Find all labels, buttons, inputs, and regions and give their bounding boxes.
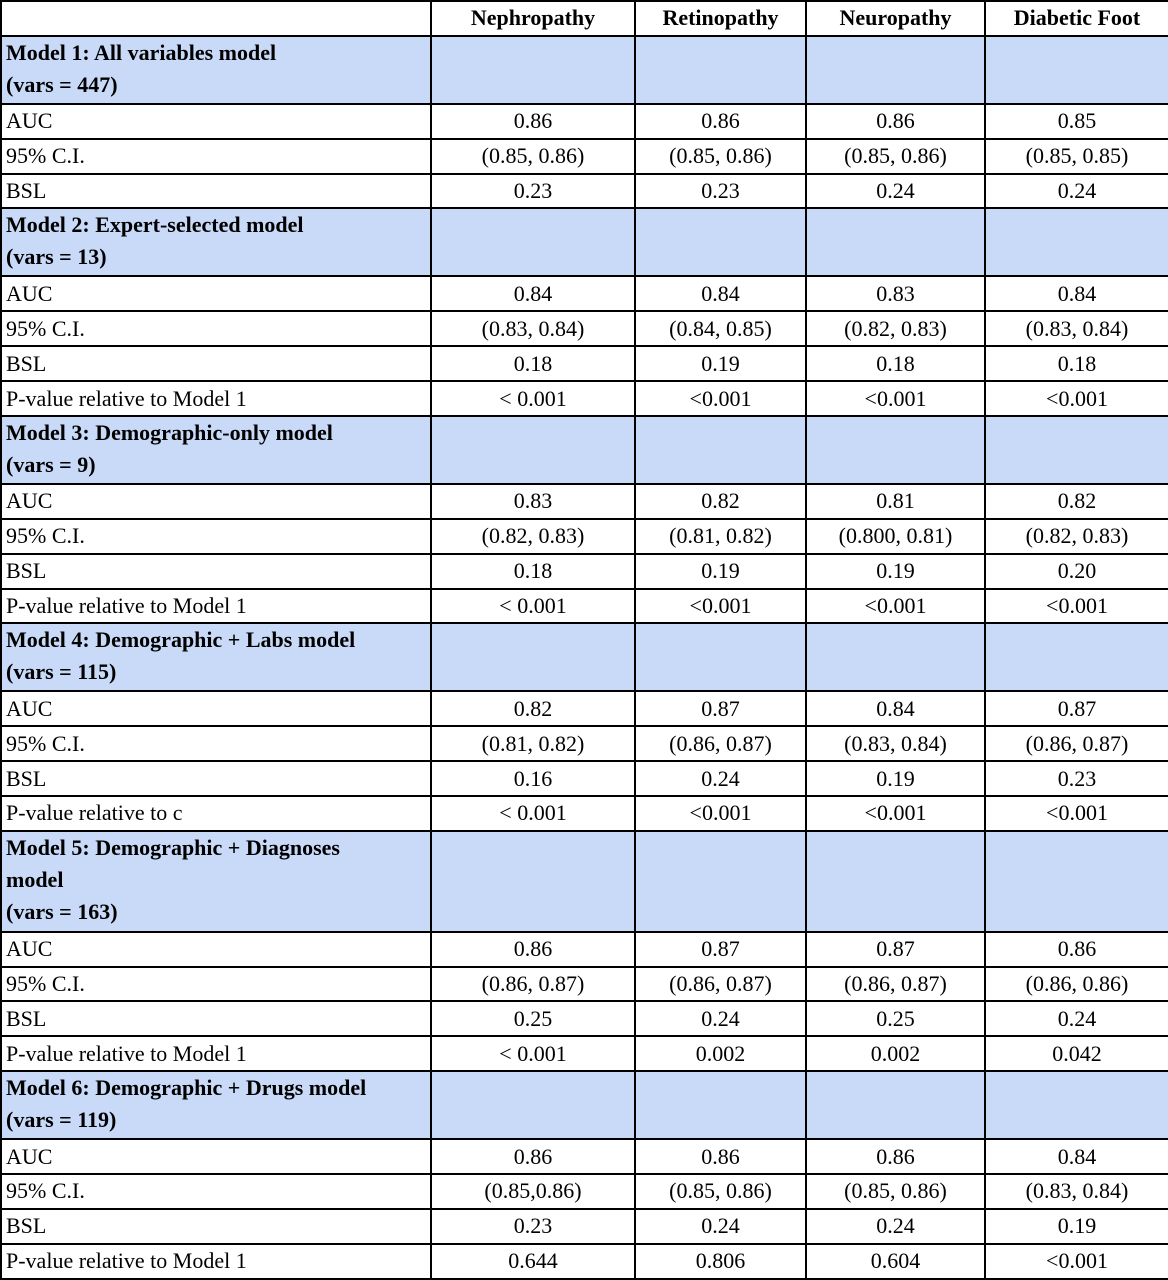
- model-title: [1, 36, 431, 104]
- metric-value: 0.23: [431, 1209, 635, 1244]
- metric-label: AUC: [1, 104, 431, 139]
- metric-value: (0.85, 0.86): [635, 1174, 806, 1209]
- model-header-empty-cell: [635, 36, 806, 104]
- metric-value: 0.20: [985, 554, 1168, 589]
- metric-value: 0.24: [985, 174, 1168, 209]
- metric-label: 95% C.I.: [1, 139, 431, 174]
- metric-value: (0.85, 0.85): [985, 139, 1168, 174]
- metric-value: 0.87: [985, 691, 1168, 726]
- model-title-line: (vars = 119): [6, 1107, 117, 1133]
- metric-value: 0.85: [985, 104, 1168, 139]
- model-header-row: [1, 1071, 1168, 1139]
- metric-label: AUC: [1, 484, 431, 519]
- metric-value: 0.83: [806, 276, 985, 311]
- model-title: [1, 831, 431, 932]
- table-row: [1, 1209, 1168, 1244]
- table-row: [1, 932, 1168, 967]
- table-row: [1, 1001, 1168, 1036]
- metric-label: BSL: [1, 1209, 431, 1244]
- column-header-neuropathy: Neuropathy: [806, 1, 985, 36]
- metric-value: < 0.001: [431, 1036, 635, 1071]
- metric-value: 0.18: [431, 346, 635, 381]
- metric-value: (0.82, 0.83): [431, 519, 635, 554]
- model-title: [1, 623, 431, 691]
- metric-value: (0.85, 0.86): [806, 1174, 985, 1209]
- table-row: [1, 796, 1168, 831]
- table-row: [1, 484, 1168, 519]
- model-header-empty-cell: [431, 416, 635, 484]
- metric-label: AUC: [1, 276, 431, 311]
- metric-value: 0.84: [806, 691, 985, 726]
- table-row: [1, 139, 1168, 174]
- metric-value: 0.25: [806, 1001, 985, 1036]
- metric-value: 0.18: [985, 346, 1168, 381]
- metric-label: BSL: [1, 346, 431, 381]
- column-header-diabetic-foot: Diabetic Foot: [985, 1, 1168, 36]
- model-header-row: [1, 623, 1168, 691]
- model-header-empty-cell: [806, 36, 985, 104]
- metric-value: 0.19: [635, 554, 806, 589]
- model-title-line: (vars = 9): [6, 451, 96, 477]
- metric-value: (0.84, 0.85): [635, 311, 806, 346]
- column-header-blank: [1, 1, 431, 36]
- model-header-row: [1, 208, 1168, 276]
- model-header-empty-cell: [806, 831, 985, 932]
- metric-value: (0.81, 0.82): [635, 519, 806, 554]
- metric-value: (0.86, 0.87): [806, 967, 985, 1002]
- metric-value: 0.84: [431, 276, 635, 311]
- metric-value: 0.84: [985, 276, 1168, 311]
- model-header-empty-cell: [431, 36, 635, 104]
- metric-label: BSL: [1, 554, 431, 589]
- metric-value: 0.86: [431, 1139, 635, 1174]
- model-title: [1, 208, 431, 276]
- metric-value: 0.23: [431, 174, 635, 209]
- metric-value: <0.001: [806, 796, 985, 831]
- metric-label: AUC: [1, 1139, 431, 1174]
- metric-value: < 0.001: [431, 589, 635, 624]
- header-row: [1, 1, 1168, 36]
- table-row: [1, 1139, 1168, 1174]
- metric-value: 0.87: [635, 691, 806, 726]
- metric-value: 0.81: [806, 484, 985, 519]
- table-body: [1, 1, 1168, 1279]
- metric-value: 0.86: [431, 104, 635, 139]
- model-header-row: [1, 416, 1168, 484]
- table-row: [1, 276, 1168, 311]
- metric-value: 0.87: [806, 932, 985, 967]
- model-title-line: Model 3: Demographic-only model: [6, 419, 333, 445]
- metric-value: (0.85,0.86): [431, 1174, 635, 1209]
- metric-label: P-value relative to c: [1, 796, 431, 831]
- metric-value: (0.86, 0.87): [635, 967, 806, 1002]
- metric-value: 0.82: [635, 484, 806, 519]
- table-row: [1, 1174, 1168, 1209]
- metric-value: (0.85, 0.86): [431, 139, 635, 174]
- metric-value: 0.19: [806, 554, 985, 589]
- metric-value: 0.24: [635, 1209, 806, 1244]
- metric-value: 0.24: [985, 1001, 1168, 1036]
- model-title: [1, 1071, 431, 1139]
- metric-value: < 0.001: [431, 381, 635, 416]
- model-header-empty-cell: [635, 416, 806, 484]
- model-title-line: (vars = 447): [6, 71, 118, 97]
- metric-label: P-value relative to Model 1: [1, 589, 431, 624]
- metric-label: AUC: [1, 691, 431, 726]
- metric-value: 0.82: [985, 484, 1168, 519]
- metric-value: 0.19: [985, 1209, 1168, 1244]
- metric-value: 0.86: [985, 932, 1168, 967]
- metric-label: P-value relative to Model 1: [1, 381, 431, 416]
- model-header-empty-cell: [635, 831, 806, 932]
- metric-label: BSL: [1, 1001, 431, 1036]
- model-title-line: (vars = 115): [6, 659, 117, 685]
- metric-value: 0.83: [431, 484, 635, 519]
- metric-value: 0.86: [635, 1139, 806, 1174]
- metric-value: 0.86: [806, 104, 985, 139]
- metric-value: 0.84: [985, 1139, 1168, 1174]
- model-header-empty-cell: [985, 1071, 1168, 1139]
- metric-value: 0.16: [431, 761, 635, 796]
- metric-value: (0.82, 0.83): [806, 311, 985, 346]
- model-header-empty-cell: [431, 831, 635, 932]
- metric-value: 0.24: [635, 761, 806, 796]
- metric-value: 0.84: [635, 276, 806, 311]
- model-header-empty-cell: [985, 831, 1168, 932]
- metric-value: 0.644: [431, 1244, 635, 1279]
- metric-value: <0.001: [985, 381, 1168, 416]
- metric-value: (0.85, 0.86): [806, 139, 985, 174]
- metric-value: <0.001: [985, 589, 1168, 624]
- table-row: [1, 104, 1168, 139]
- metric-value: <0.001: [985, 1244, 1168, 1279]
- metric-value: 0.806: [635, 1244, 806, 1279]
- table-row: [1, 1036, 1168, 1071]
- metric-value: (0.83, 0.84): [985, 1174, 1168, 1209]
- metric-value: (0.83, 0.84): [431, 311, 635, 346]
- model-title-line: (vars = 163): [6, 898, 118, 924]
- metric-label: 95% C.I.: [1, 1174, 431, 1209]
- model-header-empty-cell: [985, 208, 1168, 276]
- model-title-line: (vars = 13): [6, 244, 107, 270]
- model-header-empty-cell: [431, 1071, 635, 1139]
- metric-value: 0.86: [431, 932, 635, 967]
- model-header-empty-cell: [806, 416, 985, 484]
- table-row: [1, 381, 1168, 416]
- model-header-empty-cell: [431, 623, 635, 691]
- model-header-empty-cell: [985, 416, 1168, 484]
- metric-value: 0.18: [806, 346, 985, 381]
- model-title: [1, 416, 431, 484]
- metric-value: (0.800, 0.81): [806, 519, 985, 554]
- metric-value: 0.24: [635, 1001, 806, 1036]
- model-header-empty-cell: [635, 1071, 806, 1139]
- metric-value: < 0.001: [431, 796, 635, 831]
- model-header-row: [1, 831, 1168, 932]
- metric-value: (0.86, 0.87): [431, 967, 635, 1002]
- model-header-empty-cell: [806, 1071, 985, 1139]
- table-row: [1, 554, 1168, 589]
- metric-value: (0.82, 0.83): [985, 519, 1168, 554]
- metric-value: 0.23: [985, 761, 1168, 796]
- metric-value: 0.25: [431, 1001, 635, 1036]
- model-title-line: Model 2: Expert-selected model: [6, 212, 304, 238]
- metric-value: 0.19: [806, 761, 985, 796]
- model-header-empty-cell: [635, 623, 806, 691]
- metric-value: 0.002: [806, 1036, 985, 1071]
- model-title-line: Model 6: Demographic + Drugs model: [6, 1075, 367, 1101]
- model-header-empty-cell: [635, 208, 806, 276]
- metric-value: 0.23: [635, 174, 806, 209]
- metric-value: 0.002: [635, 1036, 806, 1071]
- metric-value: (0.81, 0.82): [431, 726, 635, 761]
- model-header-empty-cell: [985, 623, 1168, 691]
- metric-value: 0.86: [635, 104, 806, 139]
- column-header-nephropathy: Nephropathy: [431, 1, 635, 36]
- table-row: [1, 726, 1168, 761]
- metric-label: BSL: [1, 174, 431, 209]
- metric-value: 0.042: [985, 1036, 1168, 1071]
- metric-value: (0.86, 0.87): [635, 726, 806, 761]
- table-row: [1, 691, 1168, 726]
- metric-value: (0.83, 0.84): [806, 726, 985, 761]
- metric-value: 0.24: [806, 174, 985, 209]
- model-header-empty-cell: [806, 623, 985, 691]
- table-row: [1, 519, 1168, 554]
- metric-value: 0.18: [431, 554, 635, 589]
- metric-label: BSL: [1, 761, 431, 796]
- table-row: [1, 589, 1168, 624]
- model-title-line: Model 1: All variables model: [6, 39, 277, 65]
- metric-value: 0.24: [806, 1209, 985, 1244]
- metric-value: 0.604: [806, 1244, 985, 1279]
- model-header-empty-cell: [431, 208, 635, 276]
- metric-value: 0.19: [635, 346, 806, 381]
- metric-value: 0.87: [635, 932, 806, 967]
- metric-label: 95% C.I.: [1, 967, 431, 1002]
- metric-value: (0.86, 0.87): [985, 726, 1168, 761]
- metric-value: 0.82: [431, 691, 635, 726]
- model-title-line: Model 4: Demographic + Labs model: [6, 627, 356, 653]
- model-title-line: model: [6, 866, 64, 892]
- metric-value: 0.86: [806, 1139, 985, 1174]
- metric-value: <0.001: [635, 381, 806, 416]
- metric-label: P-value relative to Model 1: [1, 1036, 431, 1071]
- table-row: [1, 174, 1168, 209]
- metric-value: <0.001: [985, 796, 1168, 831]
- metric-label: 95% C.I.: [1, 519, 431, 554]
- model-header-row: [1, 36, 1168, 104]
- metric-value: <0.001: [806, 381, 985, 416]
- column-header-retinopathy: Retinopathy: [635, 1, 806, 36]
- table-row: [1, 967, 1168, 1002]
- metric-label: P-value relative to Model 1: [1, 1244, 431, 1279]
- metric-label: 95% C.I.: [1, 726, 431, 761]
- metric-value: <0.001: [806, 589, 985, 624]
- metric-value: <0.001: [635, 589, 806, 624]
- metric-value: (0.85, 0.86): [635, 139, 806, 174]
- metric-label: AUC: [1, 932, 431, 967]
- table-row: [1, 346, 1168, 381]
- model-header-empty-cell: [985, 36, 1168, 104]
- metric-value: <0.001: [635, 796, 806, 831]
- model-header-empty-cell: [806, 208, 985, 276]
- table-row: [1, 1244, 1168, 1279]
- metric-value: (0.86, 0.86): [985, 967, 1168, 1002]
- metric-value: (0.83, 0.84): [985, 311, 1168, 346]
- table-row: [1, 311, 1168, 346]
- metric-label: 95% C.I.: [1, 311, 431, 346]
- model-title-line: Model 5: Demographic + Diagnoses: [6, 834, 340, 860]
- table-row: [1, 761, 1168, 796]
